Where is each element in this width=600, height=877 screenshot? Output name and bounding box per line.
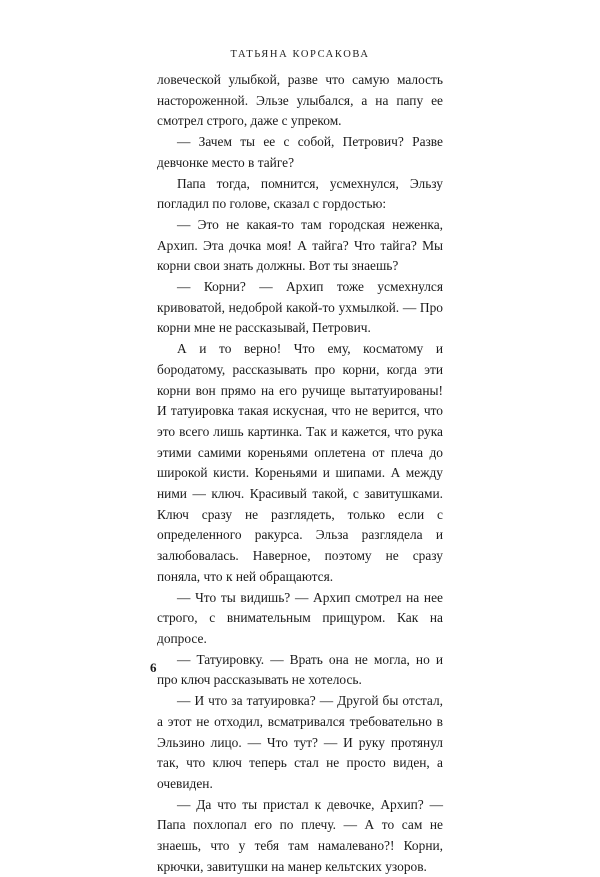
paragraph: — Это не какая-то там городская неженка, Архип. Эта дочка моя! А тайга? Что тайга? Мы корни свои знать должны. Вот ты знаешь? bbox=[157, 216, 443, 274]
page-number: 6 bbox=[150, 660, 157, 675]
paragraph: ловеческой улыбкой, разве что самую малость настороженной. Эльзе улыбался, а на папу ее смотрел строго, даже с упреком. bbox=[157, 72, 443, 129]
paragraph: — Корни? — Архип тоже усмехнулся кривоватой, недоброй какой-то ухмылкой. — Про корни мне не рассказывай, Петрович. bbox=[157, 279, 443, 336]
paragraph: — Татуировку. — Врать она не могла, но и про ключ рассказывать не хотелось. bbox=[157, 651, 443, 688]
paragraph: — И что за татуировка? — Другой бы отстал, а этот не отходил, всматривался требовательно в Эльзино лицо. — Что тут? — И руку протянул так, что ключ теперь стал не просто виден, а очевиден. bbox=[157, 693, 443, 791]
paragraph: Папа тогда, помнится, усмехнулся, Эльзу погладил по голове, сказал с гордостью: bbox=[157, 175, 443, 212]
running-title: ТАТЬЯНА КОРСАКОВА bbox=[230, 49, 370, 60]
body-text bbox=[157, 70, 443, 877]
paragraph: — Что ты видишь? — Архип смотрел на нее строго, с внимательным прищуром. Как на допросе. bbox=[157, 589, 443, 646]
paragraph: — Да что ты пристал к девочке, Архип? — Папа похлопал его по плечу. — А то сам не знаешь, что у тебя там намалевано?! Корни, крючки, завитушки на манер кельтских узоров. bbox=[157, 796, 443, 874]
paragraph: А и то верно! Что ему, косматому и бородатому, рассказывать про корни, когда эти корни вон прямо на его ручище вытатуированы! И татуировка такая искусная, что не верится, что это всего лишь картинка. Так и кажется, что рука этими самими кореньями оплетена от плеча до широкой кисти. Кореньями и шипами. А между ними — ключ. Красивый такой, с завитушками. Ключ сразу не разглядеть, только если с определенного ракурса. Эльза разглядела и залюбовалась. Наверное, поэтому не сразу поняла, что к ней обращаются. bbox=[157, 341, 443, 584]
paragraph: — Зачем ты ее с собой, Петрович? Разве девчонке место в тайге? bbox=[157, 134, 443, 170]
